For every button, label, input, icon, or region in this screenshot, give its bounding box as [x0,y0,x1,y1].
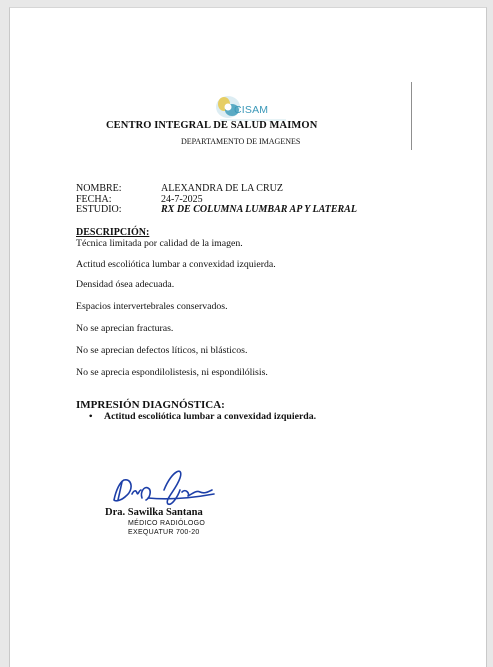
signature-image [108,460,218,510]
impression-item: Actitud escoliótica lumbar a convexidad izquierda. [104,411,317,422]
signature-license: EXEQUATUR 700-20 [128,529,200,536]
name-value: ALEXANDRA DE LA CRUZ [161,183,283,194]
center-name: CENTRO INTEGRAL DE SALUD MAIMON [106,120,318,131]
margin-line [411,82,412,150]
study-value: RX DE COLUMNA LUMBAR AP Y LATERAL [161,204,357,215]
department-name: DEPARTAMENTO DE IMAGENES [181,137,301,146]
date-label: FECHA: [76,194,112,205]
description-line: No se aprecia espondilolistesis, ni espondilólisis. [76,367,268,378]
description-title: DESCRIPCIÓN: [76,227,150,238]
description-line: Técnica limitada por calidad de la imagen. [76,238,243,249]
document-page [9,7,487,667]
description-line: No se aprecian defectos líticos, ni blásticos. [76,345,248,356]
date-value: 24-7-2025 [161,194,203,205]
description-line: Actitud escoliótica lumbar a convexidad izquierda. [76,259,276,270]
description-line: No se aprecian fracturas. [76,323,174,334]
description-line: Espacios intervertebrales conservados. [76,301,228,312]
impression-title: IMPRESIÓN DIAGNÓSTICA: [76,399,225,411]
study-label: ESTUDIO: [76,204,122,215]
signature-name: Dra. Sawilka Santana [105,507,203,518]
signature-role: MÉDICO RADIÓLOGO [128,520,206,527]
logo-text: CISAM [234,104,269,116]
name-label: NOMBRE: [76,183,122,194]
description-line: Densidad ósea adecuada. [76,279,175,290]
bullet-icon: • [89,411,93,422]
